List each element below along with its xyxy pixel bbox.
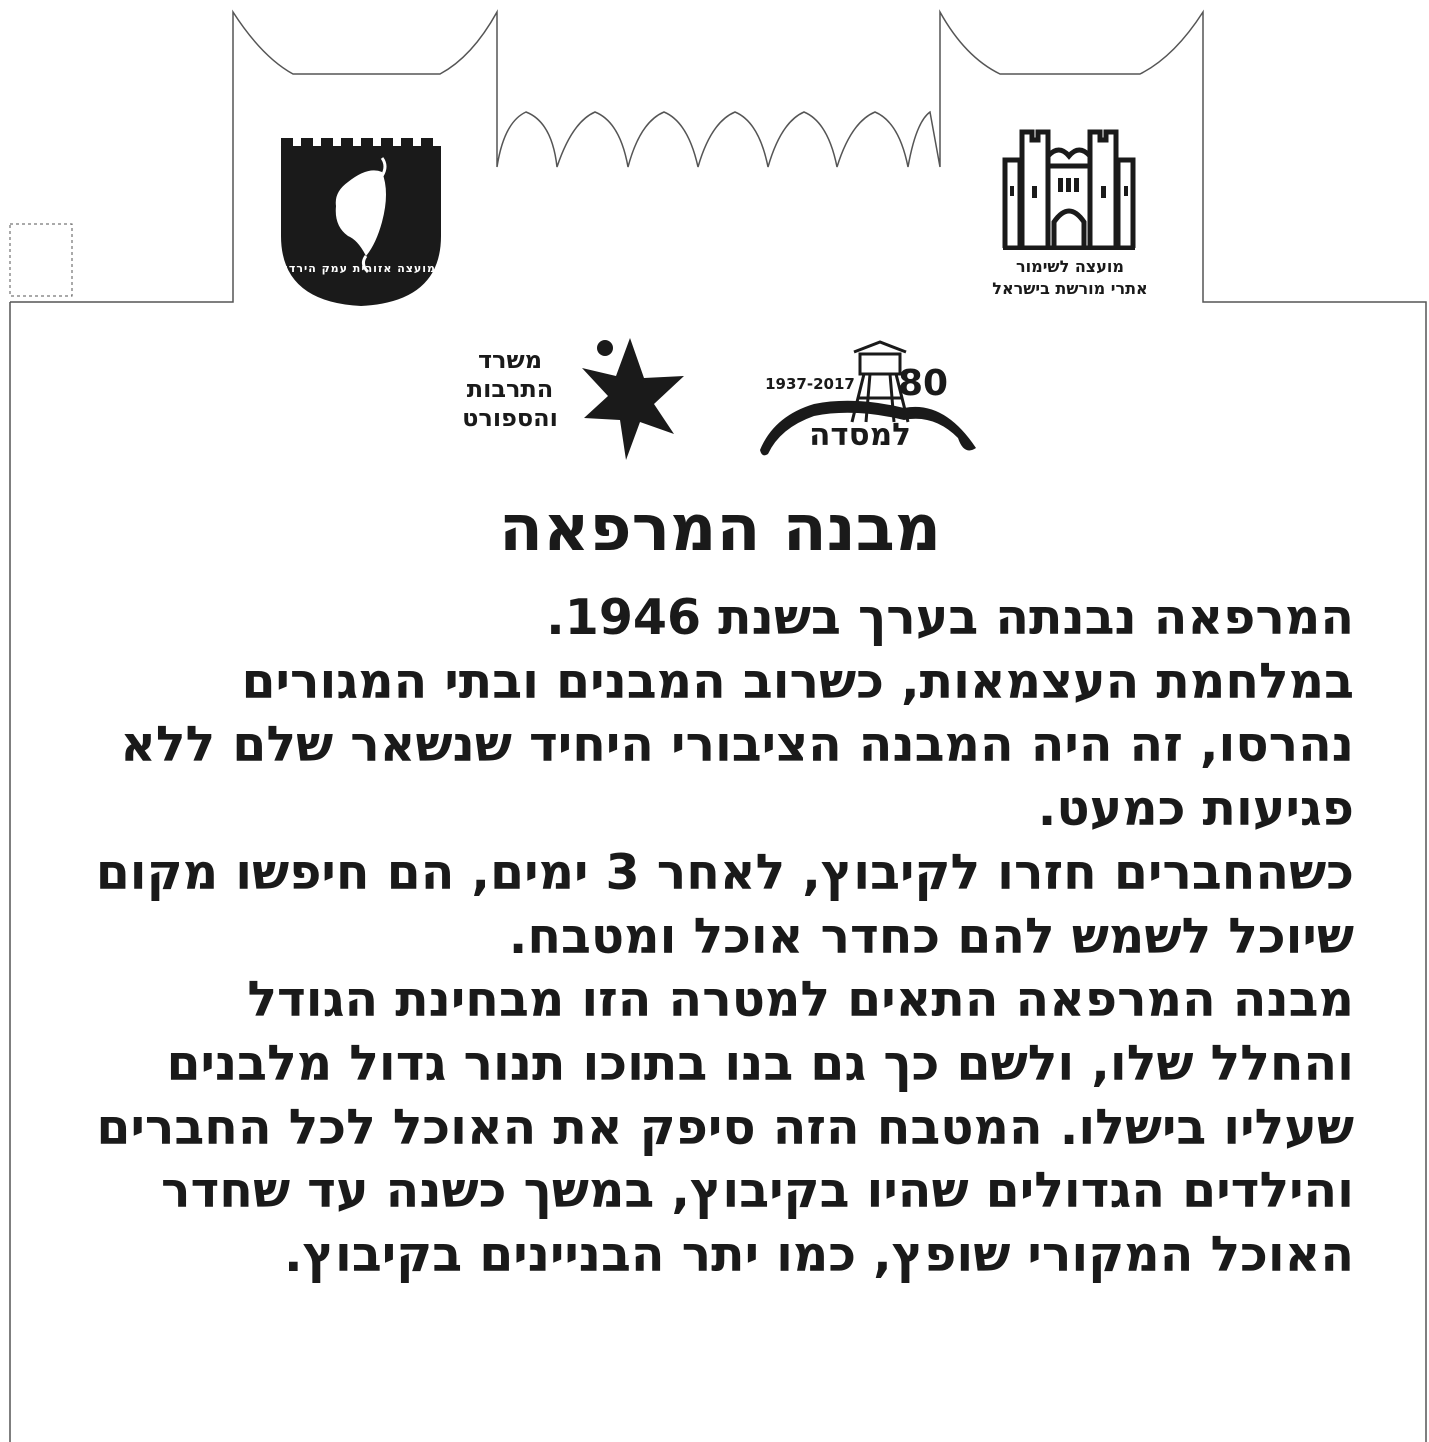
paragraph: כשהחברים חזרו לקיבוץ, לאחר 3 ימים, הם חיפשו מקום שיוכל לשמש להם כחדר אוכל ומטבח. xyxy=(95,843,1354,965)
paragraph: המרפאה נבנתה בערך בשנת 1946. xyxy=(546,589,1354,646)
anniversary-name: למסדה xyxy=(809,417,911,453)
paragraph: במלחמת העצמאות, כשרוב המבנים ובתי המגורים נהרסו, זה היה המבנה הציבורי היחיד שנשאר שלם ללא פגיעות כמעט. xyxy=(120,652,1354,838)
heritage-council-caption xyxy=(950,256,1190,300)
heritage-caption-line2: אתרי מורשת בישראל xyxy=(992,279,1148,298)
ministry-line1: משרד xyxy=(477,346,543,374)
paragraph: מבנה המרפאה התאים למטרה הזו מבחינת הגודל והחלל שלו, ולשם כך גם בנו בתוכו תנור גדול מלבנים שעליו בישלו. המטבח הזה סיפק את האוכל לכל החברים והילדים הגדולים שהיו בקיבוץ, במשך כשנה עד שחדר האוכל המקורי שופץ, כמו יתר הבניינים בקיבוץ. xyxy=(96,971,1354,1284)
heritage-caption-line1: מועצה לשימור xyxy=(1016,257,1124,276)
anniversary-number: 80 xyxy=(898,363,949,404)
star-figure-icon xyxy=(580,338,688,462)
castle-gate-icon xyxy=(1002,126,1136,250)
regional-council-text: מועצה אזורית עמק הירדן xyxy=(284,262,436,275)
body-text xyxy=(92,586,1354,1287)
anniversary-years: 1937-2017 xyxy=(765,375,855,393)
page-title: מבנה המרפאה xyxy=(498,492,942,566)
ministry-line3: והספורט xyxy=(462,404,558,432)
ministry-name xyxy=(440,346,580,433)
shield-icon xyxy=(278,136,444,308)
ministry-line2: התרבות xyxy=(466,375,554,403)
